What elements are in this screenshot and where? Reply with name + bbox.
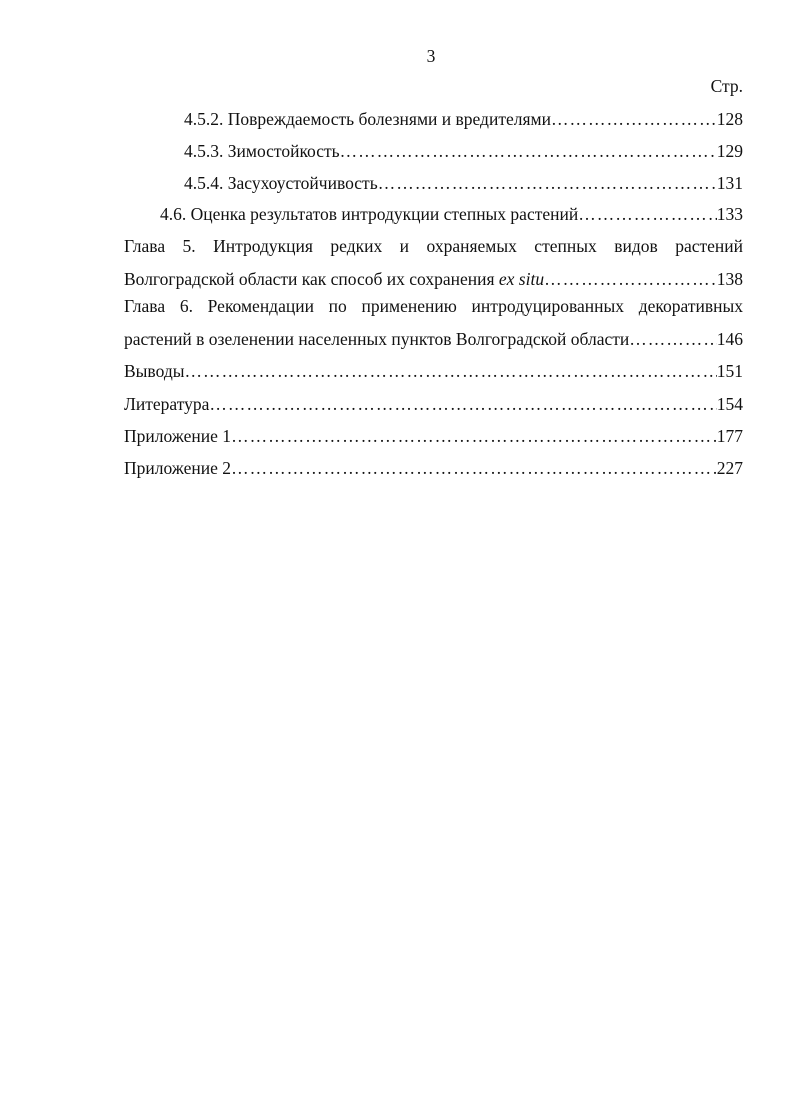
- leader-dots: [340, 140, 717, 162]
- toc-entry-title-line1: Глава 5. Интродукция редких и охраняемых степных видов растений: [124, 236, 743, 256]
- leader-dots: [378, 172, 717, 194]
- toc-entry-page: 129: [716, 141, 743, 161]
- toc-entry-conclusions[interactable]: [124, 360, 743, 382]
- toc-entry-page: 177: [716, 426, 743, 446]
- toc-entry-title: Приложение 1: [124, 426, 232, 446]
- leader-dots: [551, 108, 717, 130]
- leader-dots: [231, 457, 717, 479]
- toc-entry-title: Выводы: [124, 361, 185, 381]
- toc-entry-appendix-2[interactable]: [124, 457, 743, 479]
- toc-entry-page: 128: [716, 109, 743, 129]
- toc-entry-title: 4.6. Оценка результатов интродукции степных растений: [160, 204, 579, 224]
- toc-entry-literature[interactable]: [124, 393, 743, 415]
- leader-dots: [629, 328, 716, 350]
- italic-term: ex situ: [498, 269, 545, 289]
- leader-dots: [184, 360, 716, 382]
- leader-dots: [231, 425, 717, 447]
- toc-entry-title: 4.5.3. Зимостойкость: [184, 141, 340, 161]
- pages-column-label: Стр.: [710, 76, 743, 96]
- toc-entry-page: 133: [716, 204, 743, 224]
- toc-entry-title: 4.5.4. Засухоустойчивость: [184, 173, 378, 193]
- toc-entry-appendix-1[interactable]: [124, 425, 743, 447]
- toc-entry-chapter-6[interactable]: [124, 295, 743, 350]
- toc-entry-title: Приложение 2: [124, 458, 232, 478]
- leader-dots: [578, 203, 717, 225]
- page-number: 3: [426, 46, 436, 66]
- toc-entry-title-line1: Глава 6. Рекомендации по применению интродуцированных декоративных: [124, 296, 743, 316]
- toc-entry-page: 151: [716, 361, 743, 381]
- toc-entry-4-5-4[interactable]: [184, 172, 743, 194]
- leader-dots: [544, 268, 717, 290]
- toc-entry-page: 227: [716, 458, 743, 478]
- toc-entry-4-5-2[interactable]: [184, 108, 743, 130]
- toc-entry-page: 131: [716, 173, 743, 193]
- toc-entry-4-6[interactable]: [160, 203, 743, 225]
- toc-entry-title: Литература: [124, 394, 210, 414]
- toc-entry-page: 146: [716, 329, 743, 349]
- toc-entry-page: 154: [716, 394, 743, 414]
- toc-entry-title-line2: растений в озеленении населенных пунктов Волгоградской области: [124, 329, 630, 349]
- leader-dots: [209, 393, 716, 415]
- toc-entry-title-line2: Волгоградской области как способ их сохранения ex situ: [124, 269, 545, 289]
- toc-entry-chapter-5[interactable]: [124, 235, 743, 290]
- toc-entry-page: 138: [716, 269, 743, 289]
- toc-entry-4-5-3[interactable]: [184, 140, 743, 162]
- toc-entry-title: 4.5.2. Повреждаемость болезнями и вредителями: [184, 109, 551, 129]
